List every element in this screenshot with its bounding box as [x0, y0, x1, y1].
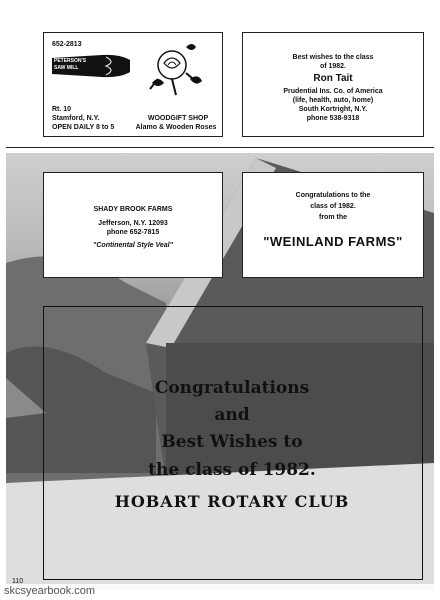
peterson-logo-line-2: SAW MILL	[54, 65, 79, 71]
weinland-line-1: Congratulations to the	[295, 192, 371, 199]
peterson-address-2: Stamford, N.Y.	[52, 115, 100, 122]
peterson-hours: OPEN DAILY 8 to 5	[52, 124, 115, 131]
tait-detail-3: South Kortright, N.Y.	[298, 106, 368, 113]
shady-line-1: Jefferson, N.Y. 12093	[98, 220, 168, 227]
peterson-address-1: Rt. 10	[52, 106, 72, 113]
shady-line-2: phone 652-7815	[106, 229, 160, 236]
woodgift-shop: WOODGIFT SHOP	[147, 115, 209, 122]
weinland-name: "WEINLAND FARMS"	[263, 234, 403, 249]
peterson-logo-line-1: PETERSON'S	[54, 58, 87, 64]
tait-detail-4: phone 538-9318	[306, 115, 360, 122]
rotary-line-4: the class of 1982.	[148, 460, 316, 480]
woodgift-products: Alamo & Wooden Roses	[135, 124, 217, 131]
rotary-line-1: Congratulations	[154, 378, 310, 398]
ad-ron-tait	[242, 32, 424, 137]
divider	[6, 147, 434, 148]
weinland-line-3: from the	[319, 214, 347, 221]
shady-title: SHADY BROOK FARMS	[93, 206, 173, 213]
ad-peterson	[43, 32, 223, 137]
rotary-club-name: HOBART ROTARY CLUB	[114, 492, 350, 511]
ad-weinland	[242, 172, 424, 278]
tait-detail-2: (life, health, auto, home)	[292, 97, 374, 104]
tait-line-1: Best wishes to the class	[292, 54, 374, 61]
rose-icon	[146, 39, 204, 97]
tait-name: Ron Tait	[313, 73, 353, 84]
watermark: skcsyearbook.com	[4, 585, 96, 597]
weinland-line-2: class of 1982.	[310, 203, 356, 210]
page-number: 110	[12, 578, 24, 585]
saw-blade-logo-icon	[50, 52, 132, 80]
tait-line-2: of 1982.	[319, 63, 347, 70]
ad-shady-brook	[43, 172, 223, 278]
peterson-phone: 652-2813	[52, 41, 82, 48]
shady-slogan: "Continental Style Veal"	[93, 242, 173, 249]
rotary-line-3: Best Wishes to	[161, 432, 303, 452]
tait-detail-1: Prudential Ins. Co. of America	[283, 88, 383, 95]
rotary-line-2: and	[214, 405, 250, 425]
